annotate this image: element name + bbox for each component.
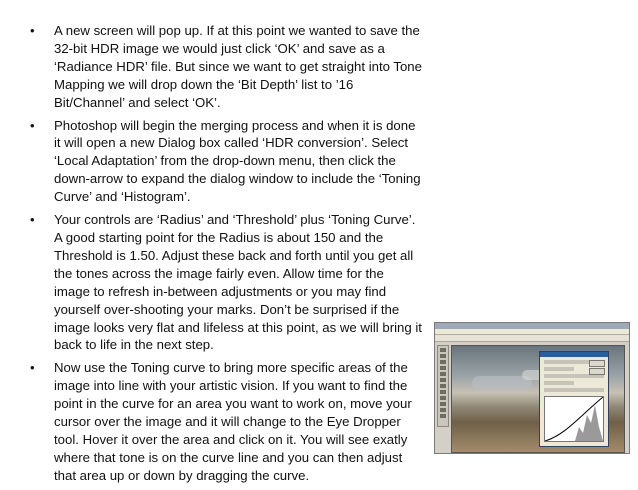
screenshot-hdr-conversion-dialog: [539, 351, 609, 447]
bullet-list: [30, 22, 422, 490]
bullet-marker: •: [30, 117, 35, 133]
bullet-text: Your controls are ‘Radius’ and ‘Threshold’ plus ‘Toning Curve’. A good starting point for the Radius is about 150 and the Threshold is 1.50. Adjust these back and forth until you get all the tones across the image fairly even. Allow time for the image to refresh in-between adjustments or you may find yourself over-shooting your marks. Don’t be surprised if the image looks very flat and lifeless at this point, as we will bring it back to life in the next step.: [54, 212, 422, 353]
screenshot-toning-curve: [544, 396, 604, 442]
bullet-text: Photoshop will begin the merging process and when it is done it will open a new Dialog box called ‘HDR conversion’. Select ‘Local Adaptation’ from the drop-down menu, then click the down-arrow to expand the dialog window to include the ‘Toning Curve’ and ‘Histogram’.: [54, 117, 421, 205]
bullet-text: Now use the Toning curve to bring more specific areas of the image into line with your artistic vision. If you want to find the point in the curve for an area you want to work on, move your cursor over the image and it will change to the Eye Dropper tool. Hover it over the area and click on it. You will see exatly where that tone is on the curve line and you can then adjust that area up or down by dragging the curve.: [54, 360, 412, 483]
bullet-text: A new screen will pop up. If at this point we wanted to save the 32-bit HDR image we would just click ‘OK’ and save as a ‘Radiance HDR’ file. But since we want to get straight into Tone Mapping we will drop down the ‘Bit Depth’ list to ’16 Bit/Channel’ and select ‘OK’.: [54, 23, 422, 110]
bullet-item: [30, 117, 422, 207]
screenshot-options-bar: [435, 335, 629, 342]
bullet-marker: •: [30, 212, 35, 228]
bullet-marker: •: [30, 360, 35, 376]
bullet-marker: •: [30, 23, 35, 38]
bullet-item: [30, 211, 422, 354]
bullet-item: [30, 22, 422, 112]
screenshot-toolbox: [437, 345, 449, 427]
photoshop-screenshot-image: [434, 322, 630, 454]
bullet-item: [30, 359, 422, 484]
